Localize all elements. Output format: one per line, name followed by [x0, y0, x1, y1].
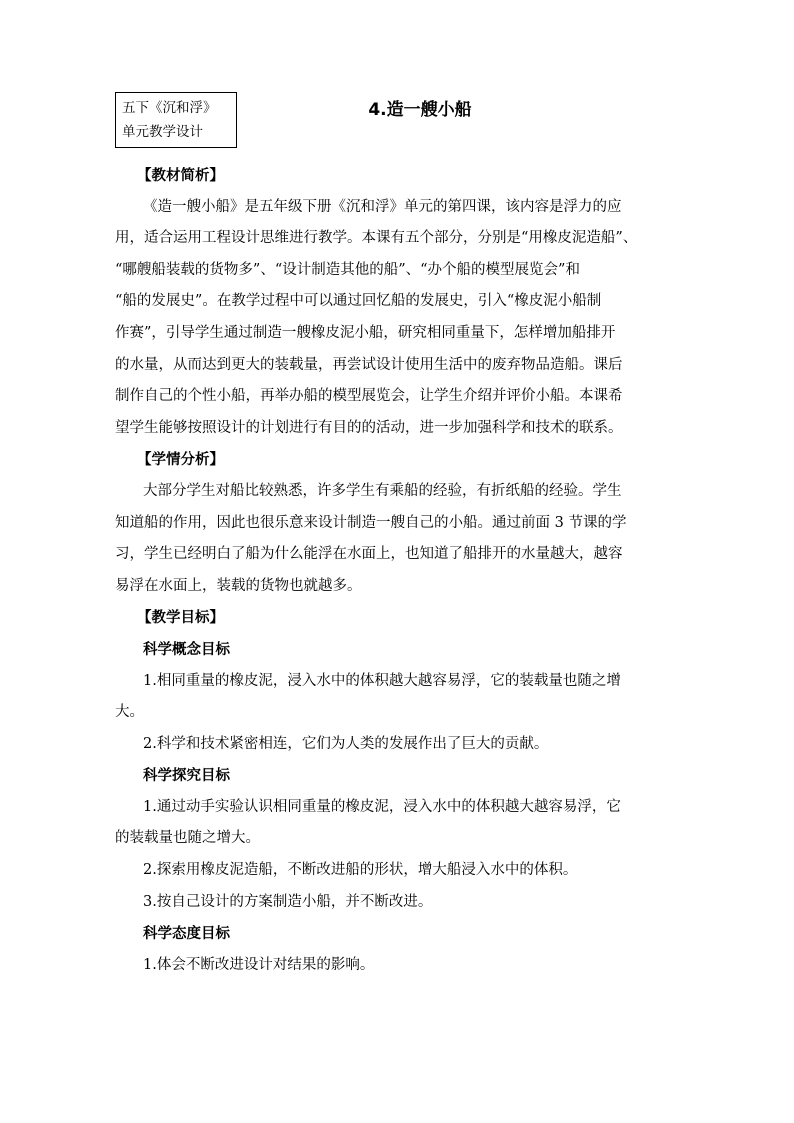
- list-item: 2.探索用橡皮泥造船，不断改进船的形状，增大船浸入水中的体积。: [143, 862, 578, 879]
- document-body: [115, 160, 685, 981]
- paragraph-line: 望学生能够按照设计的计划进行有目的的活动，进一步加强科学和技术的联系。: [115, 419, 623, 436]
- unit-label-box: [115, 92, 237, 148]
- paragraph-line: 用，适合运用工程设计思维进行教学。本课有五个部分，分别是“用橡皮泥造船”、: [115, 230, 638, 247]
- paragraph-line: 《造一艘小船》是五年级下册《沉和浮》单元的第四课，该内容是浮力的应: [143, 198, 622, 215]
- paragraph-line: “哪艘船装载的货物多”、“设计制造其他的船”、“办个船的模型展览会”和: [115, 261, 580, 278]
- paragraph-line: 制作自己的个性小船，再举办船的模型展览会，让学生介绍并评价小船。本课希: [115, 388, 623, 405]
- paragraph-line: 的水量，从而达到更大的装载量，再尝试设计使用生活中的废弃物品造船。课后: [115, 356, 623, 373]
- paragraph-line: 作赛”，引导学生通过制造一艘橡皮泥小船，研究相同重量下，怎样增加船排开: [115, 324, 616, 341]
- section-heading: 【教学目标】: [137, 609, 224, 627]
- paragraph-line: 易浮在水面上，装载的货物也就越多。: [115, 577, 362, 594]
- subsection-title: 科学探究目标: [143, 767, 230, 785]
- paragraph-line: 习，学生已经明白了船为什么能浮在水面上，也知道了船排开的水量越大，越容: [115, 546, 623, 563]
- unit-label-line: 五下《沉和浮》: [122, 100, 217, 116]
- list-item-continued: 的装载量也随之增大。: [115, 830, 260, 847]
- list-item: 1.通过动手实验认识相同重量的橡皮泥，浸入水中的体积越大越容易浮，它: [143, 798, 621, 815]
- list-item-continued: 大。: [115, 704, 144, 721]
- paragraph-line: 大部分学生对船比较熟悉，许多学生有乘船的经验，有折纸船的经验。学生: [143, 482, 622, 499]
- unit-label-line: 单元教学设计: [122, 124, 203, 140]
- page-title: 4.造一艘小船: [368, 100, 472, 120]
- subsection-title: 科学概念目标: [143, 640, 230, 658]
- section-heading: 【学情分析】: [137, 451, 224, 469]
- subsection-title: 科学态度目标: [143, 925, 230, 943]
- paragraph-line: “船的发展史”。在教学过程中可以通过回忆船的发展史，引入“橡皮泥小船制: [115, 293, 602, 310]
- section-heading: 【教材简析】: [137, 167, 224, 184]
- list-item: 3.按自己设计的方案制造小船，并不断改进。: [143, 893, 433, 910]
- list-item: 1.相同重量的橡皮泥，浸入水中的体积越大越容易浮，它的装载量也随之增: [143, 672, 621, 689]
- paragraph-line: 知道船的作用，因此也很乐意来设计制造一艘自己的小船。通过前面 3 节课的学: [115, 514, 627, 531]
- list-item: 1.体会不断改进设计对结果的影响。: [143, 956, 375, 973]
- list-item: 2.科学和技术紧密相连，它们为人类的发展作出了巨大的贡献。: [143, 735, 549, 752]
